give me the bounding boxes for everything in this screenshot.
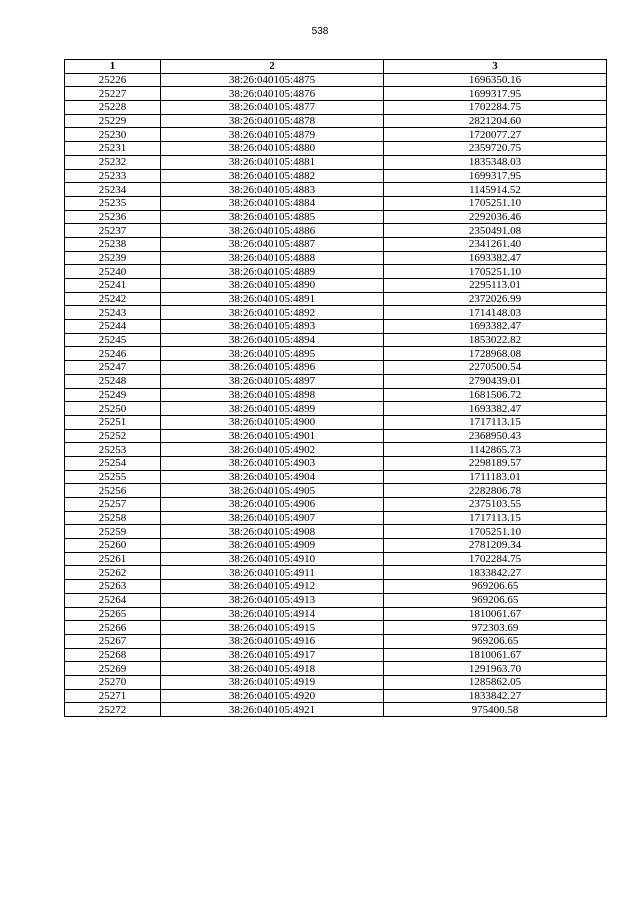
cadastral-number-cell: 38:26:040105:4903: [161, 456, 384, 470]
value-cell: 1693382.47: [384, 251, 607, 265]
table-row: [65, 155, 607, 169]
table-row: [65, 539, 607, 553]
cadastral-number-cell: 38:26:040105:4895: [161, 347, 384, 361]
row-number-cell: 25248: [65, 374, 161, 388]
table-header-row: [65, 60, 607, 74]
value-cell: 1810061.67: [384, 607, 607, 621]
row-number-cell: 25261: [65, 552, 161, 566]
cadastral-number-cell: 38:26:040105:4900: [161, 415, 384, 429]
value-cell: 1696350.16: [384, 73, 607, 87]
table-body: [65, 73, 607, 716]
cadastral-number-cell: 38:26:040105:4878: [161, 114, 384, 128]
cadastral-number-cell: 38:26:040105:4915: [161, 621, 384, 635]
cadastral-number-cell: 38:26:040105:4893: [161, 320, 384, 334]
table-row: [65, 361, 607, 375]
cadastral-number-cell: 38:26:040105:4892: [161, 306, 384, 320]
cadastral-number-cell: 38:26:040105:4888: [161, 251, 384, 265]
table-row: [65, 402, 607, 416]
table-row: [65, 196, 607, 210]
value-cell: 1705251.10: [384, 196, 607, 210]
row-number-cell: 25235: [65, 196, 161, 210]
value-cell: 2790439.01: [384, 374, 607, 388]
row-number-cell: 25227: [65, 87, 161, 101]
value-cell: 2298189.57: [384, 456, 607, 470]
row-number-cell: 25268: [65, 648, 161, 662]
cadastral-number-cell: 38:26:040105:4902: [161, 443, 384, 457]
row-number-cell: 25228: [65, 101, 161, 115]
cadastral-number-cell: 38:26:040105:4875: [161, 73, 384, 87]
value-cell: 2341261.40: [384, 237, 607, 251]
table-row: [65, 443, 607, 457]
value-cell: 1705251.10: [384, 265, 607, 279]
cadastral-number-cell: 38:26:040105:4912: [161, 580, 384, 594]
value-cell: 2292036.46: [384, 210, 607, 224]
table-row: [65, 689, 607, 703]
value-cell: 2821204.60: [384, 114, 607, 128]
value-cell: 2368950.43: [384, 429, 607, 443]
row-number-cell: 25229: [65, 114, 161, 128]
table-row: [65, 306, 607, 320]
value-cell: 969206.65: [384, 593, 607, 607]
table-row: [65, 374, 607, 388]
value-cell: 1693382.47: [384, 320, 607, 334]
table-row: [65, 142, 607, 156]
value-cell: 969206.65: [384, 580, 607, 594]
cadastral-number-cell: 38:26:040105:4884: [161, 196, 384, 210]
value-cell: 1810061.67: [384, 648, 607, 662]
cadastral-number-cell: 38:26:040105:4896: [161, 361, 384, 375]
table-row: [65, 388, 607, 402]
cadastral-number-cell: 38:26:040105:4907: [161, 511, 384, 525]
table-row: [65, 87, 607, 101]
table-row: [65, 183, 607, 197]
table-row: [65, 552, 607, 566]
value-cell: 1728968.08: [384, 347, 607, 361]
cadastral-number-cell: 38:26:040105:4876: [161, 87, 384, 101]
row-number-cell: 25262: [65, 566, 161, 580]
row-number-cell: 25240: [65, 265, 161, 279]
column-header-2: 2: [161, 60, 384, 74]
cadastral-number-cell: 38:26:040105:4914: [161, 607, 384, 621]
table-row: [65, 128, 607, 142]
value-cell: 1285862.05: [384, 675, 607, 689]
row-number-cell: 25234: [65, 183, 161, 197]
table-row: [65, 429, 607, 443]
row-number-cell: 25265: [65, 607, 161, 621]
value-cell: 1681506.72: [384, 388, 607, 402]
row-number-cell: 25239: [65, 251, 161, 265]
value-cell: 1835348.03: [384, 155, 607, 169]
value-cell: 1853022.82: [384, 333, 607, 347]
row-number-cell: 25230: [65, 128, 161, 142]
table-row: [65, 347, 607, 361]
cadastral-number-cell: 38:26:040105:4886: [161, 224, 384, 238]
value-cell: 1705251.10: [384, 525, 607, 539]
table-row: [65, 279, 607, 293]
table-row: [65, 333, 607, 347]
value-cell: 1693382.47: [384, 402, 607, 416]
row-number-cell: 25267: [65, 634, 161, 648]
cadastral-number-cell: 38:26:040105:4885: [161, 210, 384, 224]
value-cell: 1142865.73: [384, 443, 607, 457]
row-number-cell: 25269: [65, 662, 161, 676]
row-number-cell: 25258: [65, 511, 161, 525]
row-number-cell: 25236: [65, 210, 161, 224]
cadastral-number-cell: 38:26:040105:4918: [161, 662, 384, 676]
row-number-cell: 25249: [65, 388, 161, 402]
cadastral-number-cell: 38:26:040105:4916: [161, 634, 384, 648]
table-row: [65, 224, 607, 238]
cadastral-number-cell: 38:26:040105:4906: [161, 498, 384, 512]
cadastral-number-cell: 38:26:040105:4882: [161, 169, 384, 183]
value-cell: 1717113.15: [384, 415, 607, 429]
table-row: [65, 607, 607, 621]
table-row: [65, 415, 607, 429]
value-cell: 1702284.75: [384, 101, 607, 115]
row-number-cell: 25271: [65, 689, 161, 703]
table-row: [65, 265, 607, 279]
row-number-cell: 25252: [65, 429, 161, 443]
row-number-cell: 25253: [65, 443, 161, 457]
table-row: [65, 320, 607, 334]
table-row: [65, 169, 607, 183]
row-number-cell: 25264: [65, 593, 161, 607]
row-number-cell: 25266: [65, 621, 161, 635]
row-number-cell: 25245: [65, 333, 161, 347]
value-cell: 2270500.54: [384, 361, 607, 375]
value-cell: 1833842.27: [384, 689, 607, 703]
table-row: [65, 114, 607, 128]
row-number-cell: 25260: [65, 539, 161, 553]
table-row: [65, 580, 607, 594]
cadastral-number-cell: 38:26:040105:4909: [161, 539, 384, 553]
cadastral-number-cell: 38:26:040105:4887: [161, 237, 384, 251]
table-row: [65, 498, 607, 512]
value-cell: 1702284.75: [384, 552, 607, 566]
row-number-cell: 25231: [65, 142, 161, 156]
table-row: [65, 566, 607, 580]
row-number-cell: 25263: [65, 580, 161, 594]
cadastral-number-cell: 38:26:040105:4908: [161, 525, 384, 539]
row-number-cell: 25256: [65, 484, 161, 498]
row-number-cell: 25250: [65, 402, 161, 416]
value-cell: 2350491.08: [384, 224, 607, 238]
row-number-cell: 25259: [65, 525, 161, 539]
row-number-cell: 25237: [65, 224, 161, 238]
value-cell: 1711183.01: [384, 470, 607, 484]
column-header-1: 1: [65, 60, 161, 74]
value-cell: 1714148.03: [384, 306, 607, 320]
value-cell: 2295113.01: [384, 279, 607, 293]
value-cell: 1720077.27: [384, 128, 607, 142]
cadastral-number-cell: 38:26:040105:4910: [161, 552, 384, 566]
cadastral-number-cell: 38:26:040105:4913: [161, 593, 384, 607]
value-cell: 2359720.75: [384, 142, 607, 156]
cadastral-number-cell: 38:26:040105:4881: [161, 155, 384, 169]
value-cell: 1833842.27: [384, 566, 607, 580]
cadastral-number-cell: 38:26:040105:4894: [161, 333, 384, 347]
row-number-cell: 25241: [65, 279, 161, 293]
value-cell: 2372026.99: [384, 292, 607, 306]
row-number-cell: 25254: [65, 456, 161, 470]
table-row: [65, 292, 607, 306]
table-row: [65, 73, 607, 87]
cadastral-number-cell: 38:26:040105:4920: [161, 689, 384, 703]
row-number-cell: 25257: [65, 498, 161, 512]
row-number-cell: 25226: [65, 73, 161, 87]
row-number-cell: 25246: [65, 347, 161, 361]
table-row: [65, 634, 607, 648]
table-row: [65, 251, 607, 265]
row-number-cell: 25255: [65, 470, 161, 484]
value-cell: 1145914.52: [384, 183, 607, 197]
table-row: [65, 470, 607, 484]
value-cell: 972303.69: [384, 621, 607, 635]
value-cell: 975400.58: [384, 703, 607, 717]
table-row: [65, 621, 607, 635]
table-row: [65, 648, 607, 662]
cadastral-number-cell: 38:26:040105:4898: [161, 388, 384, 402]
cadastral-number-cell: 38:26:040105:4905: [161, 484, 384, 498]
table-row: [65, 525, 607, 539]
table-row: [65, 210, 607, 224]
table-row: [65, 456, 607, 470]
cadastral-number-cell: 38:26:040105:4891: [161, 292, 384, 306]
cadastral-number-cell: 38:26:040105:4904: [161, 470, 384, 484]
cadastral-number-cell: 38:26:040105:4890: [161, 279, 384, 293]
row-number-cell: 25238: [65, 237, 161, 251]
cadastral-number-cell: 38:26:040105:4921: [161, 703, 384, 717]
row-number-cell: 25242: [65, 292, 161, 306]
table-row: [65, 101, 607, 115]
cadastral-number-cell: 38:26:040105:4880: [161, 142, 384, 156]
row-number-cell: 25270: [65, 675, 161, 689]
cadastral-number-cell: 38:26:040105:4879: [161, 128, 384, 142]
cadastral-number-cell: 38:26:040105:4917: [161, 648, 384, 662]
row-number-cell: 25233: [65, 169, 161, 183]
table-row: [65, 662, 607, 676]
row-number-cell: 25243: [65, 306, 161, 320]
data-table: [64, 59, 607, 717]
cadastral-number-cell: 38:26:040105:4901: [161, 429, 384, 443]
cadastral-number-cell: 38:26:040105:4897: [161, 374, 384, 388]
value-cell: 1699317.95: [384, 169, 607, 183]
page-number: 538: [311, 26, 329, 37]
value-cell: 1717113.15: [384, 511, 607, 525]
row-number-cell: 25232: [65, 155, 161, 169]
column-header-3: 3: [384, 60, 607, 74]
value-cell: 2282806.78: [384, 484, 607, 498]
table-row: [65, 237, 607, 251]
cadastral-number-cell: 38:26:040105:4877: [161, 101, 384, 115]
cadastral-number-cell: 38:26:040105:4889: [161, 265, 384, 279]
value-cell: 2781209.34: [384, 539, 607, 553]
cadastral-number-cell: 38:26:040105:4919: [161, 675, 384, 689]
row-number-cell: 25272: [65, 703, 161, 717]
value-cell: 2375103.55: [384, 498, 607, 512]
table-row: [65, 703, 607, 717]
table-row: [65, 484, 607, 498]
table-row: [65, 593, 607, 607]
value-cell: 969206.65: [384, 634, 607, 648]
cadastral-number-cell: 38:26:040105:4911: [161, 566, 384, 580]
row-number-cell: 25247: [65, 361, 161, 375]
table-row: [65, 511, 607, 525]
value-cell: 1699317.95: [384, 87, 607, 101]
row-number-cell: 25244: [65, 320, 161, 334]
table-row: [65, 675, 607, 689]
value-cell: 1291963.70: [384, 662, 607, 676]
row-number-cell: 25251: [65, 415, 161, 429]
cadastral-number-cell: 38:26:040105:4883: [161, 183, 384, 197]
cadastral-number-cell: 38:26:040105:4899: [161, 402, 384, 416]
